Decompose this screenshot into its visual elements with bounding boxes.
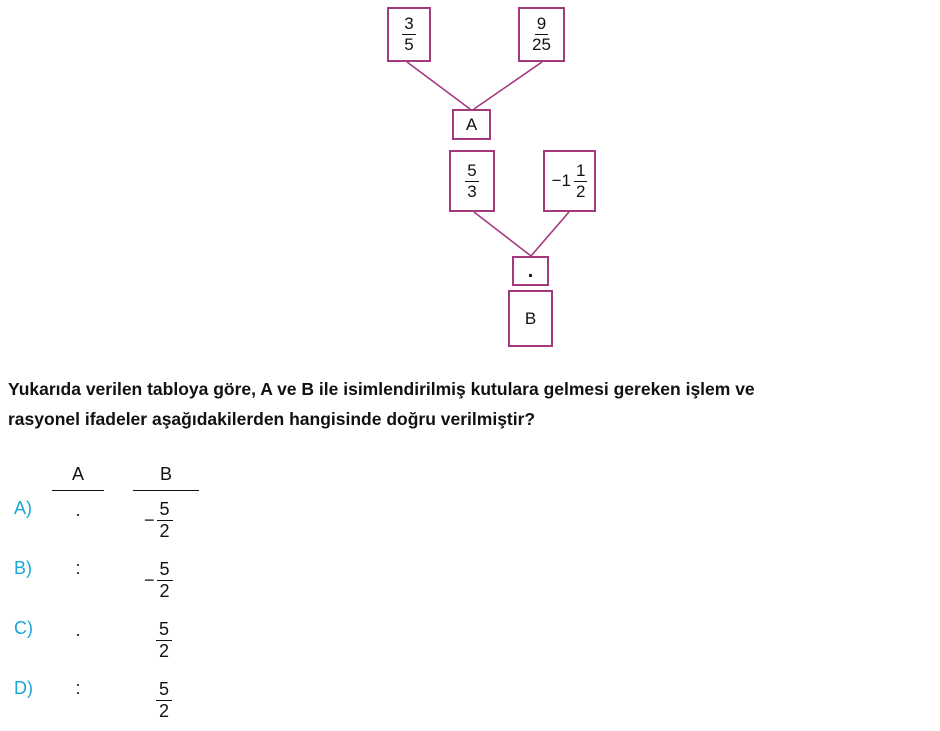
- mixed-number-minus-one-half: −1 $\frac{1}{2}$: [551, 160, 586, 201]
- option-letter: A): [14, 498, 32, 518]
- column-header-b-rule: [133, 490, 199, 491]
- option-fraction: − $\frac{5}{2}$: [144, 500, 173, 541]
- option-fraction: − $\frac{5}{2}$: [144, 560, 173, 601]
- box-mid-left-fraction: [449, 150, 495, 212]
- fraction-five-thirds: $\frac{5}{3}$: [467, 160, 477, 201]
- connector-top-right: [474, 62, 542, 109]
- box-result-b: [508, 290, 553, 347]
- box-operation-multiply: [512, 256, 549, 286]
- result-b-label: B: [524, 308, 537, 328]
- question-text: [8, 374, 938, 434]
- connector-top-left: [407, 62, 470, 109]
- box-top-left-fraction: [387, 7, 431, 62]
- option-operation: .: [75, 620, 81, 640]
- option-minus-sign: −: [144, 509, 155, 530]
- connector-mid-left: [474, 212, 531, 256]
- fraction-three-fifths: $\frac{3}{5}$: [404, 14, 414, 54]
- box-operation-a: [452, 109, 491, 140]
- fraction-nine-twentyfifths: $\frac{9}{25}$: [532, 14, 551, 54]
- question-line-1: Yukarıda verilen tabloya göre, A ve B ile isimlendirilmiş kutulara gelmesi gereken işlem ve: [8, 379, 755, 399]
- option-letter: B): [14, 558, 32, 578]
- option-fraction: $\frac{5}{2}$: [154, 620, 172, 661]
- column-header-b: B: [159, 464, 172, 484]
- connector-mid-right: [531, 212, 569, 256]
- operation-multiply-dot: .: [527, 260, 534, 282]
- column-header-a-rule: [52, 490, 104, 491]
- option-minus-sign: −: [144, 569, 155, 590]
- column-header-a: A: [71, 464, 84, 484]
- operation-a-label: A: [465, 114, 478, 134]
- question-line-2: rasyonel ifadeler aşağıdakilerden hangisinde doğru verilmiştir?: [8, 409, 536, 429]
- box-top-right-fraction: [518, 7, 565, 62]
- option-operation: :: [75, 678, 81, 698]
- option-letter: D): [14, 678, 33, 698]
- option-fraction: $\frac{5}{2}$: [154, 680, 172, 721]
- box-mid-right-mixed-number: [543, 150, 596, 212]
- option-letter: C): [14, 618, 33, 638]
- option-operation: .: [75, 500, 81, 520]
- option-operation: :: [75, 558, 81, 578]
